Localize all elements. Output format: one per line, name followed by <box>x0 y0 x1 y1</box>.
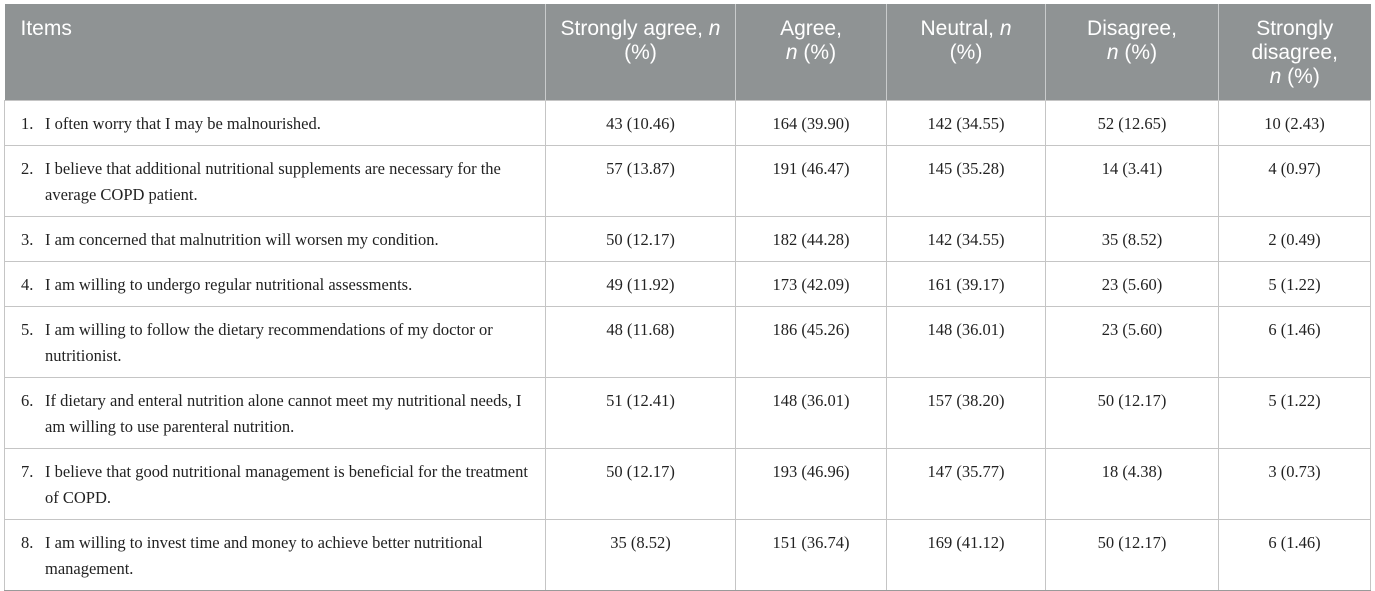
item-text: I am willing to follow the dietary recommendations of my doctor or nutritionist. <box>45 319 493 365</box>
header-neutral: Neutral, n (%) <box>887 4 1046 100</box>
item-number: 1. <box>21 113 34 133</box>
item-cell <box>5 216 546 261</box>
item-cell <box>5 261 546 306</box>
cell-strongly-disagree: 5 (1.22) <box>1219 377 1371 448</box>
cell-agree: 186 (45.26) <box>736 306 887 377</box>
cell-strongly-agree: 49 (11.92) <box>546 261 736 306</box>
item-text: I often worry that I may be malnourished. <box>45 113 321 133</box>
cell-strongly-agree: 43 (10.46) <box>546 100 736 145</box>
cell-strongly-agree: 51 (12.41) <box>546 377 736 448</box>
table-row <box>5 216 1371 261</box>
item-number: 2. <box>21 158 34 178</box>
cell-disagree: 18 (4.38) <box>1046 448 1219 519</box>
item-cell <box>5 377 546 448</box>
cell-agree: 151 (36.74) <box>736 519 887 590</box>
cell-strongly-disagree: 6 (1.46) <box>1219 519 1371 590</box>
cell-neutral: 145 (35.28) <box>887 145 1046 216</box>
cell-strongly-agree: 35 (8.52) <box>546 519 736 590</box>
header-strongly-disagree: Strongly disagree, n (%) <box>1219 4 1371 100</box>
cell-agree: 182 (44.28) <box>736 216 887 261</box>
cell-strongly-agree: 50 (12.17) <box>546 448 736 519</box>
item-wrap <box>21 111 535 137</box>
cell-agree: 193 (46.96) <box>736 448 887 519</box>
cell-neutral: 169 (41.12) <box>887 519 1046 590</box>
item-cell <box>5 306 546 377</box>
cell-strongly-agree: 48 (11.68) <box>546 306 736 377</box>
cell-strongly-disagree: 6 (1.46) <box>1219 306 1371 377</box>
cell-neutral: 148 (36.01) <box>887 306 1046 377</box>
item-text: I am willing to invest time and money to achieve better nutritional management. <box>45 532 483 578</box>
table-row <box>5 306 1371 377</box>
header-disagree: Disagree, n (%) <box>1046 4 1219 100</box>
cell-disagree: 50 (12.17) <box>1046 519 1219 590</box>
cell-neutral: 142 (34.55) <box>887 100 1046 145</box>
table-body <box>5 100 1371 590</box>
item-number: 3. <box>21 229 34 249</box>
cell-strongly-agree: 57 (13.87) <box>546 145 736 216</box>
cell-disagree: 52 (12.65) <box>1046 100 1219 145</box>
item-cell <box>5 145 546 216</box>
item-number: 7. <box>21 461 34 481</box>
cell-disagree: 14 (3.41) <box>1046 145 1219 216</box>
cell-disagree: 23 (5.60) <box>1046 261 1219 306</box>
cell-disagree: 50 (12.17) <box>1046 377 1219 448</box>
cell-agree: 164 (39.90) <box>736 100 887 145</box>
cell-strongly-disagree: 3 (0.73) <box>1219 448 1371 519</box>
cell-agree: 173 (42.09) <box>736 261 887 306</box>
table-header-row <box>5 4 1371 100</box>
item-cell <box>5 100 546 145</box>
cell-strongly-agree: 50 (12.17) <box>546 216 736 261</box>
cell-disagree: 23 (5.60) <box>1046 306 1219 377</box>
cell-neutral: 147 (35.77) <box>887 448 1046 519</box>
cell-neutral: 161 (39.17) <box>887 261 1046 306</box>
item-wrap <box>21 317 535 369</box>
item-cell <box>5 519 546 590</box>
cell-strongly-disagree: 2 (0.49) <box>1219 216 1371 261</box>
item-wrap <box>21 388 535 440</box>
cell-neutral: 157 (38.20) <box>887 377 1046 448</box>
item-text: If dietary and enteral nutrition alone cannot meet my nutritional needs, I am willing to use parenteral nutrition. <box>45 390 522 436</box>
item-wrap <box>21 227 535 253</box>
header-strongly-agree: Strongly agree, n (%) <box>546 4 736 100</box>
item-wrap <box>21 459 535 511</box>
cell-disagree: 35 (8.52) <box>1046 216 1219 261</box>
item-text: I am concerned that malnutrition will worsen my condition. <box>45 229 439 249</box>
table-row <box>5 519 1371 590</box>
cell-neutral: 142 (34.55) <box>887 216 1046 261</box>
table-row <box>5 448 1371 519</box>
item-number: 6. <box>21 390 34 410</box>
item-wrap <box>21 530 535 582</box>
item-number: 8. <box>21 532 34 552</box>
item-wrap <box>21 156 535 208</box>
cell-strongly-disagree: 5 (1.22) <box>1219 261 1371 306</box>
header-items: Items <box>5 4 546 100</box>
cell-strongly-disagree: 4 (0.97) <box>1219 145 1371 216</box>
table-row <box>5 377 1371 448</box>
item-text: I am willing to undergo regular nutritional assessments. <box>45 274 413 294</box>
survey-table <box>4 4 1371 591</box>
cell-agree: 148 (36.01) <box>736 377 887 448</box>
item-number: 4. <box>21 274 34 294</box>
item-cell <box>5 448 546 519</box>
item-wrap <box>21 272 535 298</box>
cell-agree: 191 (46.47) <box>736 145 887 216</box>
item-number: 5. <box>21 319 34 339</box>
header-agree: Agree, n (%) <box>736 4 887 100</box>
table-row <box>5 100 1371 145</box>
item-text: I believe that good nutritional management is beneficial for the treatment of COPD. <box>45 461 528 507</box>
table-row <box>5 261 1371 306</box>
table-row <box>5 145 1371 216</box>
cell-strongly-disagree: 10 (2.43) <box>1219 100 1371 145</box>
item-text: I believe that additional nutritional supplements are necessary for the average COPD patient. <box>45 158 501 204</box>
